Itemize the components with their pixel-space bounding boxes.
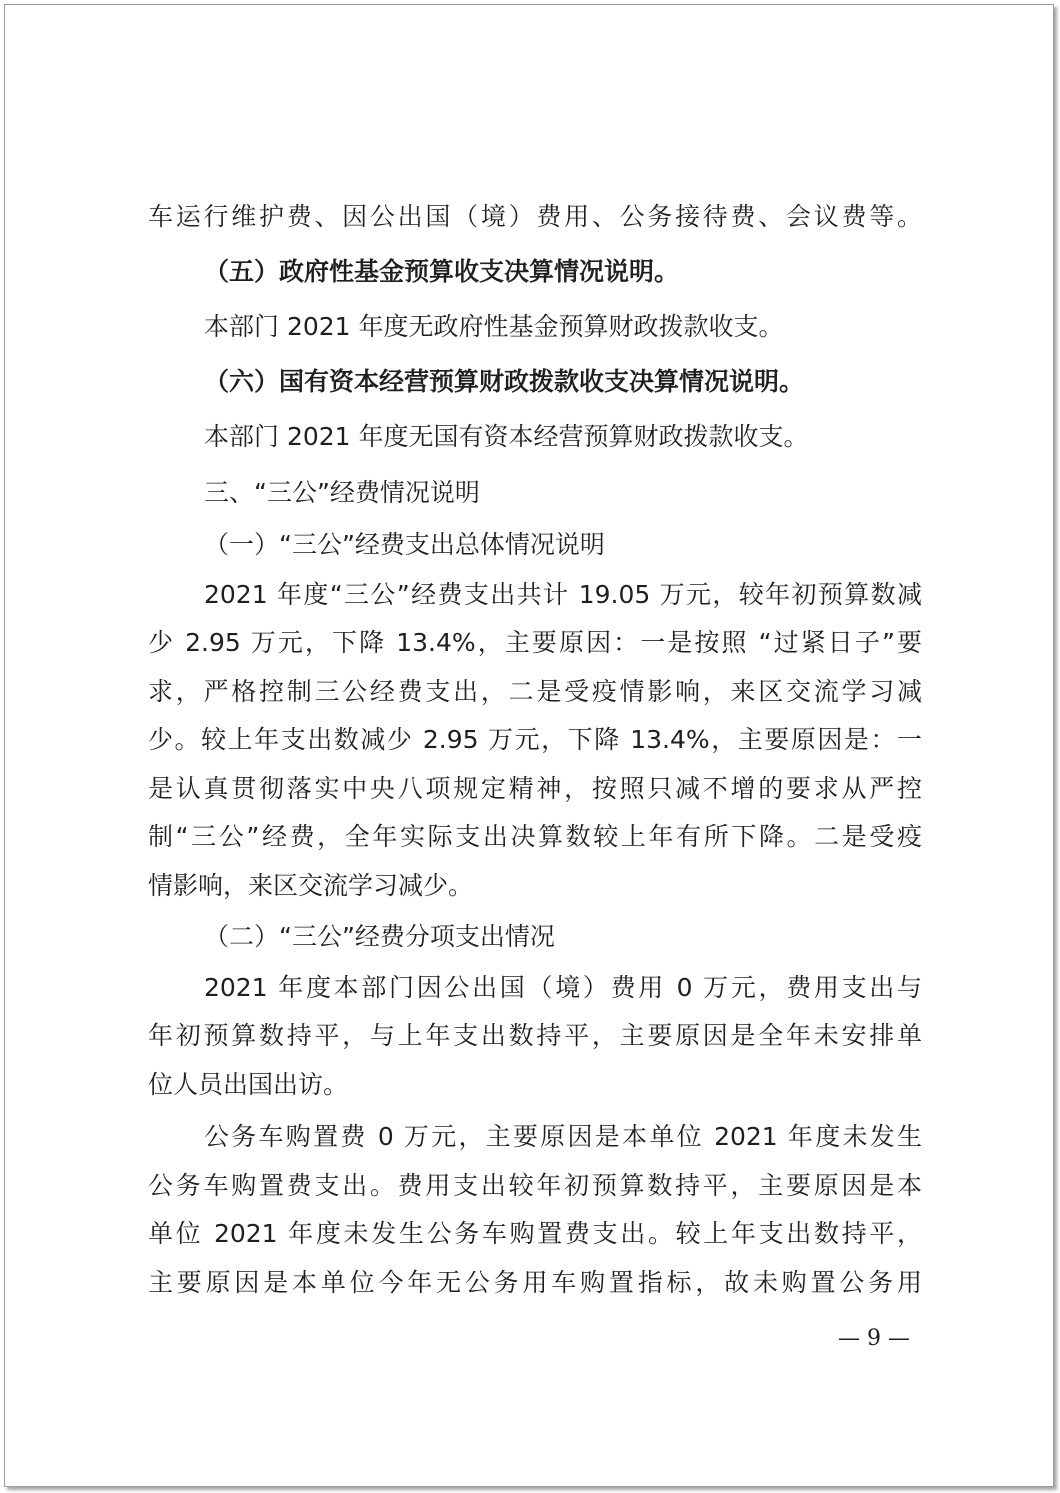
section-heading: （六）国有资本经营预算财政拨款收支决算情况说明。 bbox=[204, 367, 805, 396]
subsection-heading: （一）“三公”经费支出总体情况说明 bbox=[204, 530, 605, 559]
text-line: 单位 2021 年度未发生公务车购置费支出。较上年支出数持平， bbox=[148, 1219, 922, 1248]
section-heading: （五）政府性基金预算收支决算情况说明。 bbox=[204, 257, 680, 286]
text-line: 位人员出国出访。 bbox=[148, 1070, 349, 1099]
text-line: 少。较上年支出数减少 2.95 万元，下降 13.4%，主要原因是：一 bbox=[148, 725, 922, 754]
text-line: 年初预算数持平，与上年支出数持平，主要原因是全年未安排单 bbox=[148, 1021, 922, 1050]
page-number: — 9 — bbox=[838, 1326, 910, 1351]
text-line: 主要原因是本单位今年无公务用车购置指标，故未购置公务用 bbox=[148, 1268, 922, 1297]
text-line: 制“三公”经费，全年实际支出决算数较上年有所下降。二是受疫 bbox=[148, 822, 922, 851]
text-line: 2021 年度“三公”经费支出共计 19.05 万元，较年初预算数减 bbox=[204, 580, 922, 609]
text-line: 本部门 2021 年度无国有资本经营预算财政拨款收支。 bbox=[204, 422, 809, 451]
text-line: 车运行维护费、因公出国（境）费用、公务接待费、会议费等。 bbox=[148, 202, 922, 231]
section-heading: 三、“三公”经费情况说明 bbox=[204, 478, 480, 507]
text-line: 公务车购置费支出。费用支出较年初预算数持平，主要原因是本 bbox=[148, 1171, 922, 1200]
text-line: 情影响，来区交流学习减少。 bbox=[148, 871, 474, 900]
subsection-heading: （二）“三公”经费分项支出情况 bbox=[204, 922, 555, 951]
text-line: 求，严格控制三公经费支出，二是受疫情影响，来区交流学习减 bbox=[148, 677, 922, 706]
text-line: 是认真贯彻落实中央八项规定精神，按照只减不增的要求从严控 bbox=[148, 774, 922, 803]
text-line: 2021 年度本部门因公出国（境）费用 0 万元，费用支出与 bbox=[204, 973, 922, 1002]
text-line: 少 2.95 万元，下降 13.4%，主要原因：一是按照 “过紧日子”要 bbox=[148, 628, 922, 657]
text-line: 公务车购置费 0 万元，主要原因是本单位 2021 年度未发生 bbox=[204, 1122, 922, 1151]
text-line: 本部门 2021 年度无政府性基金预算财政拨款收支。 bbox=[204, 312, 784, 341]
